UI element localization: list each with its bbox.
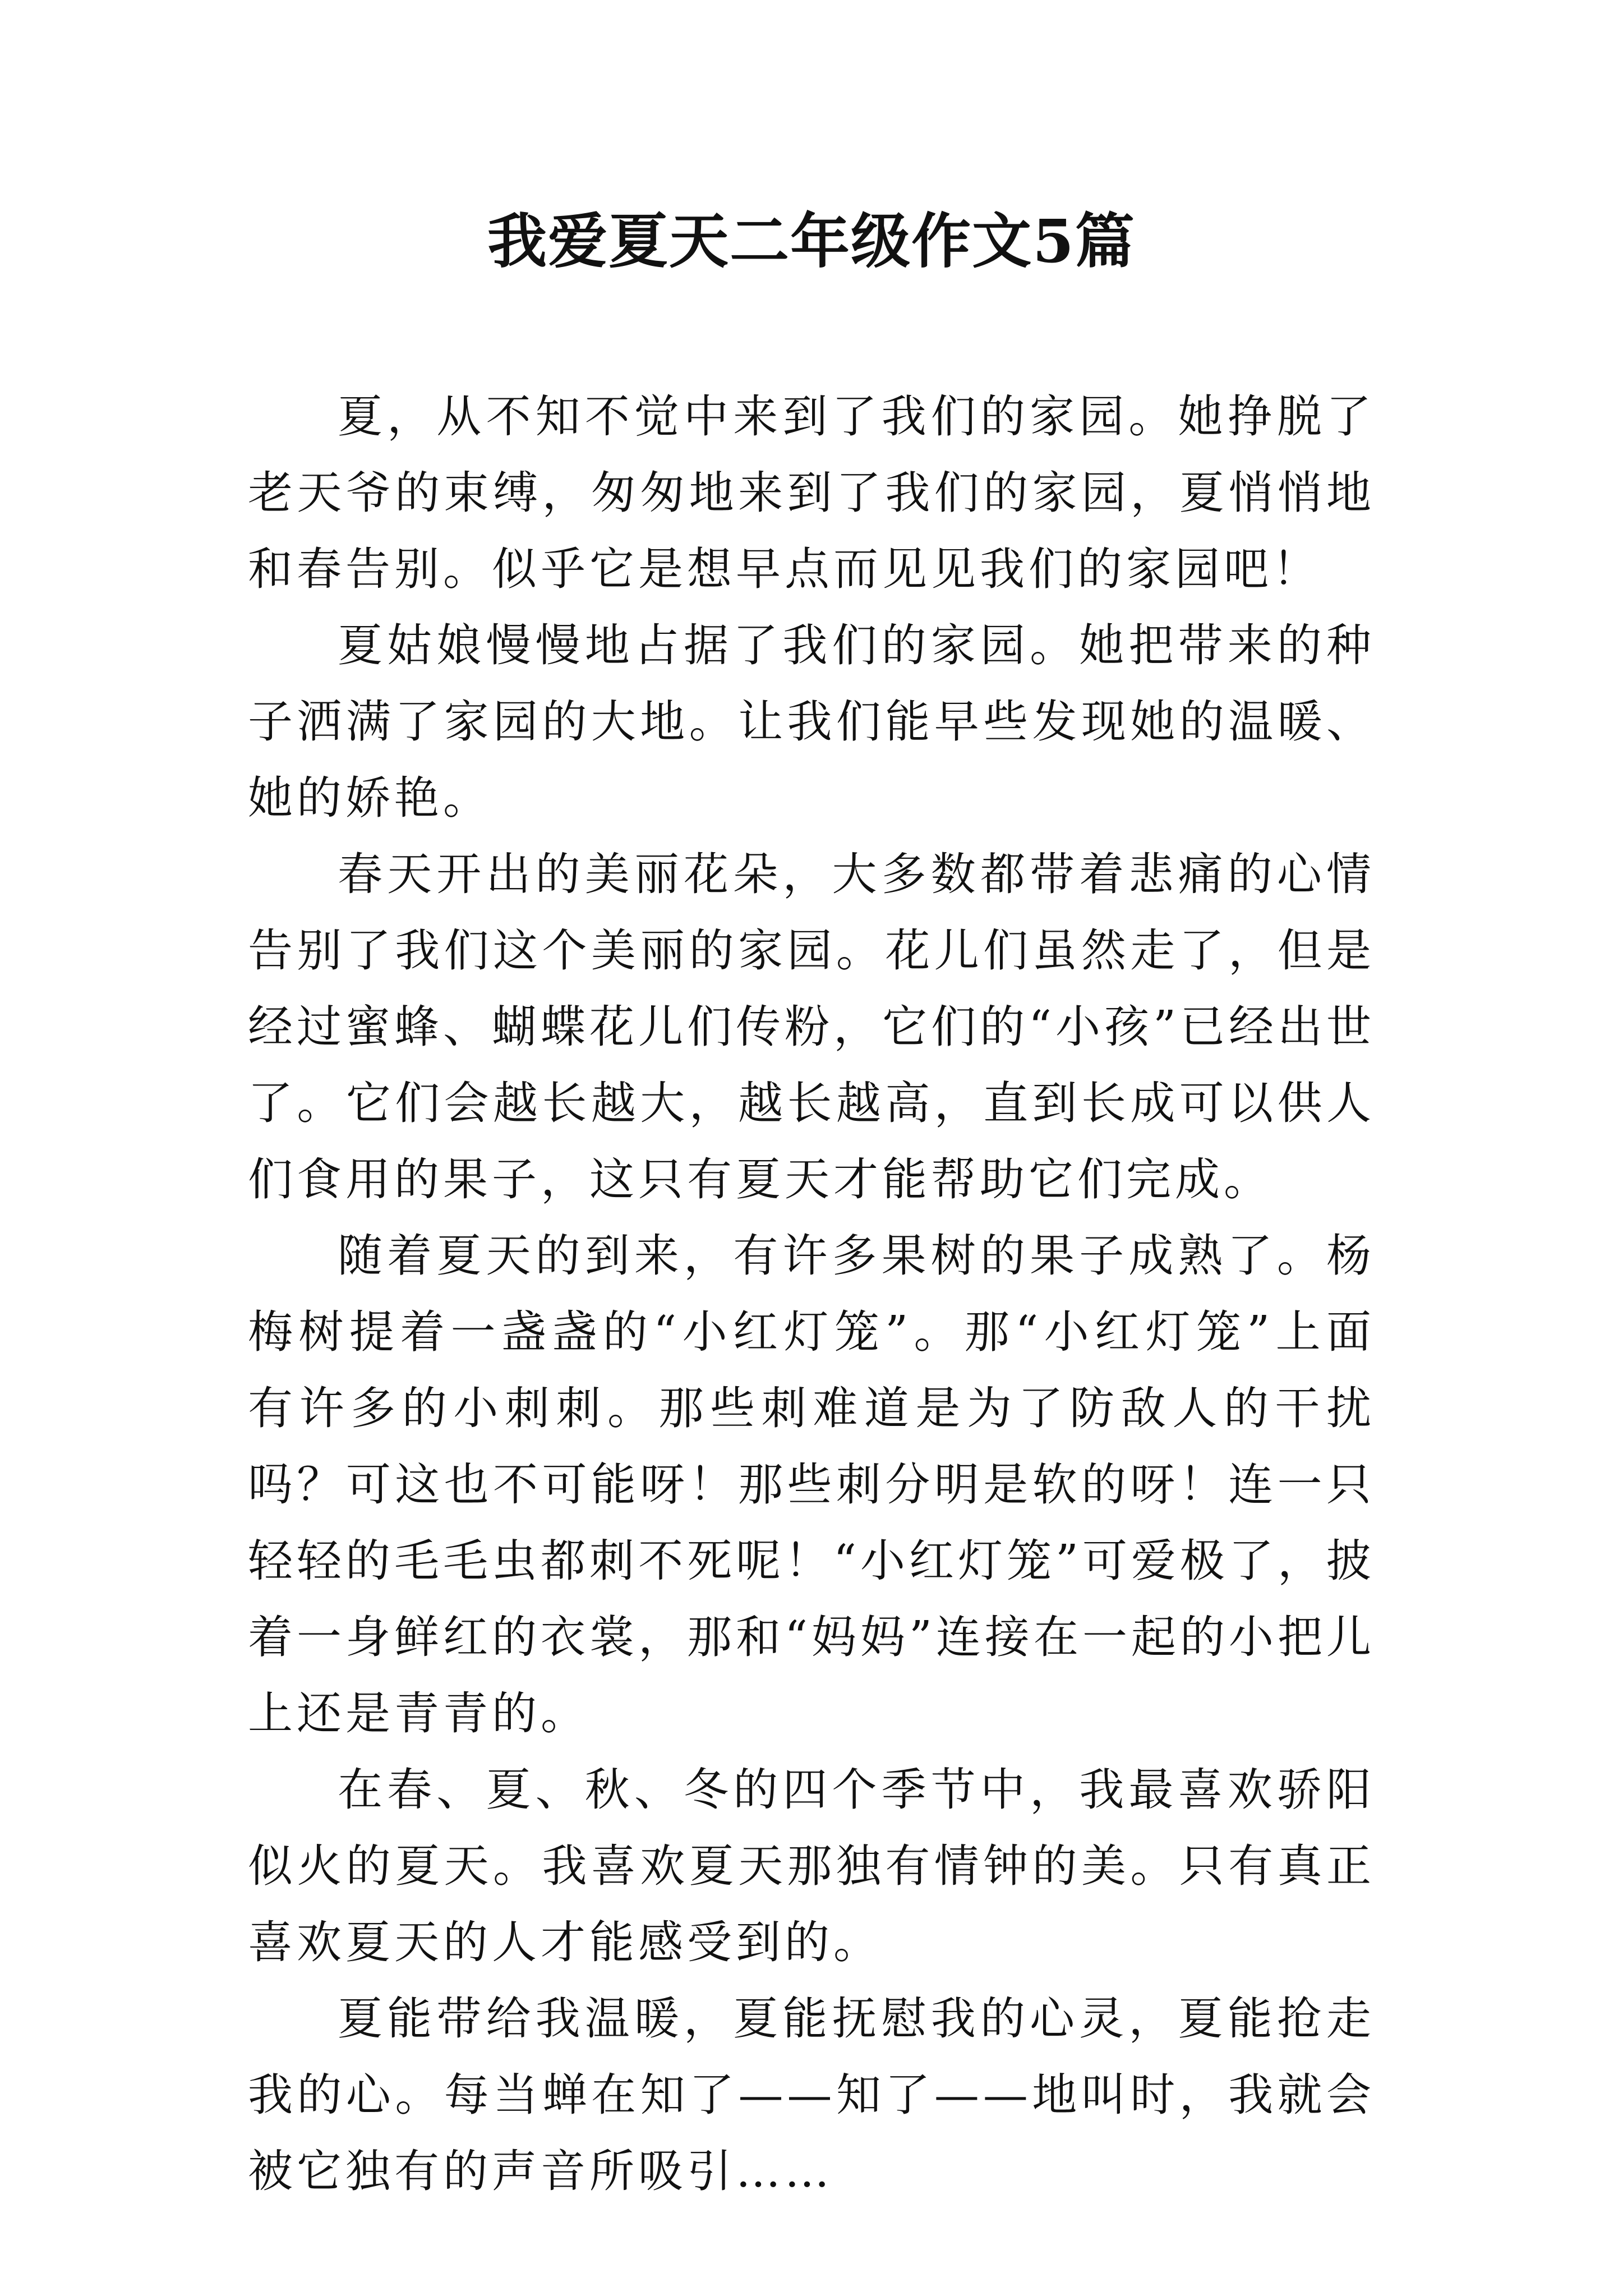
paragraph: 夏能带给我温暖，夏能抚慰我的心灵，夏能抢走我的心。每当蝉在知了——知了——地叫时，我就会被它独有的声音所吸引…… [248,1993,1375,2197]
paragraph: 随着夏天的到来，有许多果树的果子成熟了。杨梅树提着一盏盏的“小红灯笼”。那“小红灯笼”上面有许多的小刺刺。那些刺难道是为了防敌人的干扰吗？可这也不可能呀！那些刺分明是软的呀！连一只轻轻的毛毛虫都刺不死呢！“小红灯笼”可爱极了，披着一身鲜红的衣裳，那和“妈妈”连接在一起的小把儿上还是青青的。 [248,1230,1375,1740]
paragraph: 在春、夏、秋、冬的四个季节中，我最喜欢骄阳似火的夏天。我喜欢夏天那独有情钟的美。只有真正喜欢夏天的人才能感受到的。 [248,1764,1375,1968]
paragraph: 春天开出的美丽花朵，大多数都带着悲痛的心情告别了我们这个美丽的家园。花儿们虽然走了，但是经过蜜蜂、蝴蝶花儿们传粉，它们的“小孩”已经出世了。它们会越长越大，越长越高，直到长成可以供人们食用的果子，这只有夏天才能帮助它们完成。 [248,848,1375,1205]
paragraph: 夏姑娘慢慢地占据了我们的家园。她把带来的种子洒满了家园的大地。让我们能早些发现她的温暖、她的娇艳。 [248,619,1375,824]
document-title: 我爱夏天二年级作文5篇 [487,206,1136,276]
document-body [248,379,1375,2210]
paragraph: 夏，从不知不觉中来到了我们的家园。她挣脱了老天爷的束缚，匆匆地来到了我们的家园，夏悄悄地和春告别。似乎它是想早点而见见我们的家园吧！ [248,390,1375,595]
